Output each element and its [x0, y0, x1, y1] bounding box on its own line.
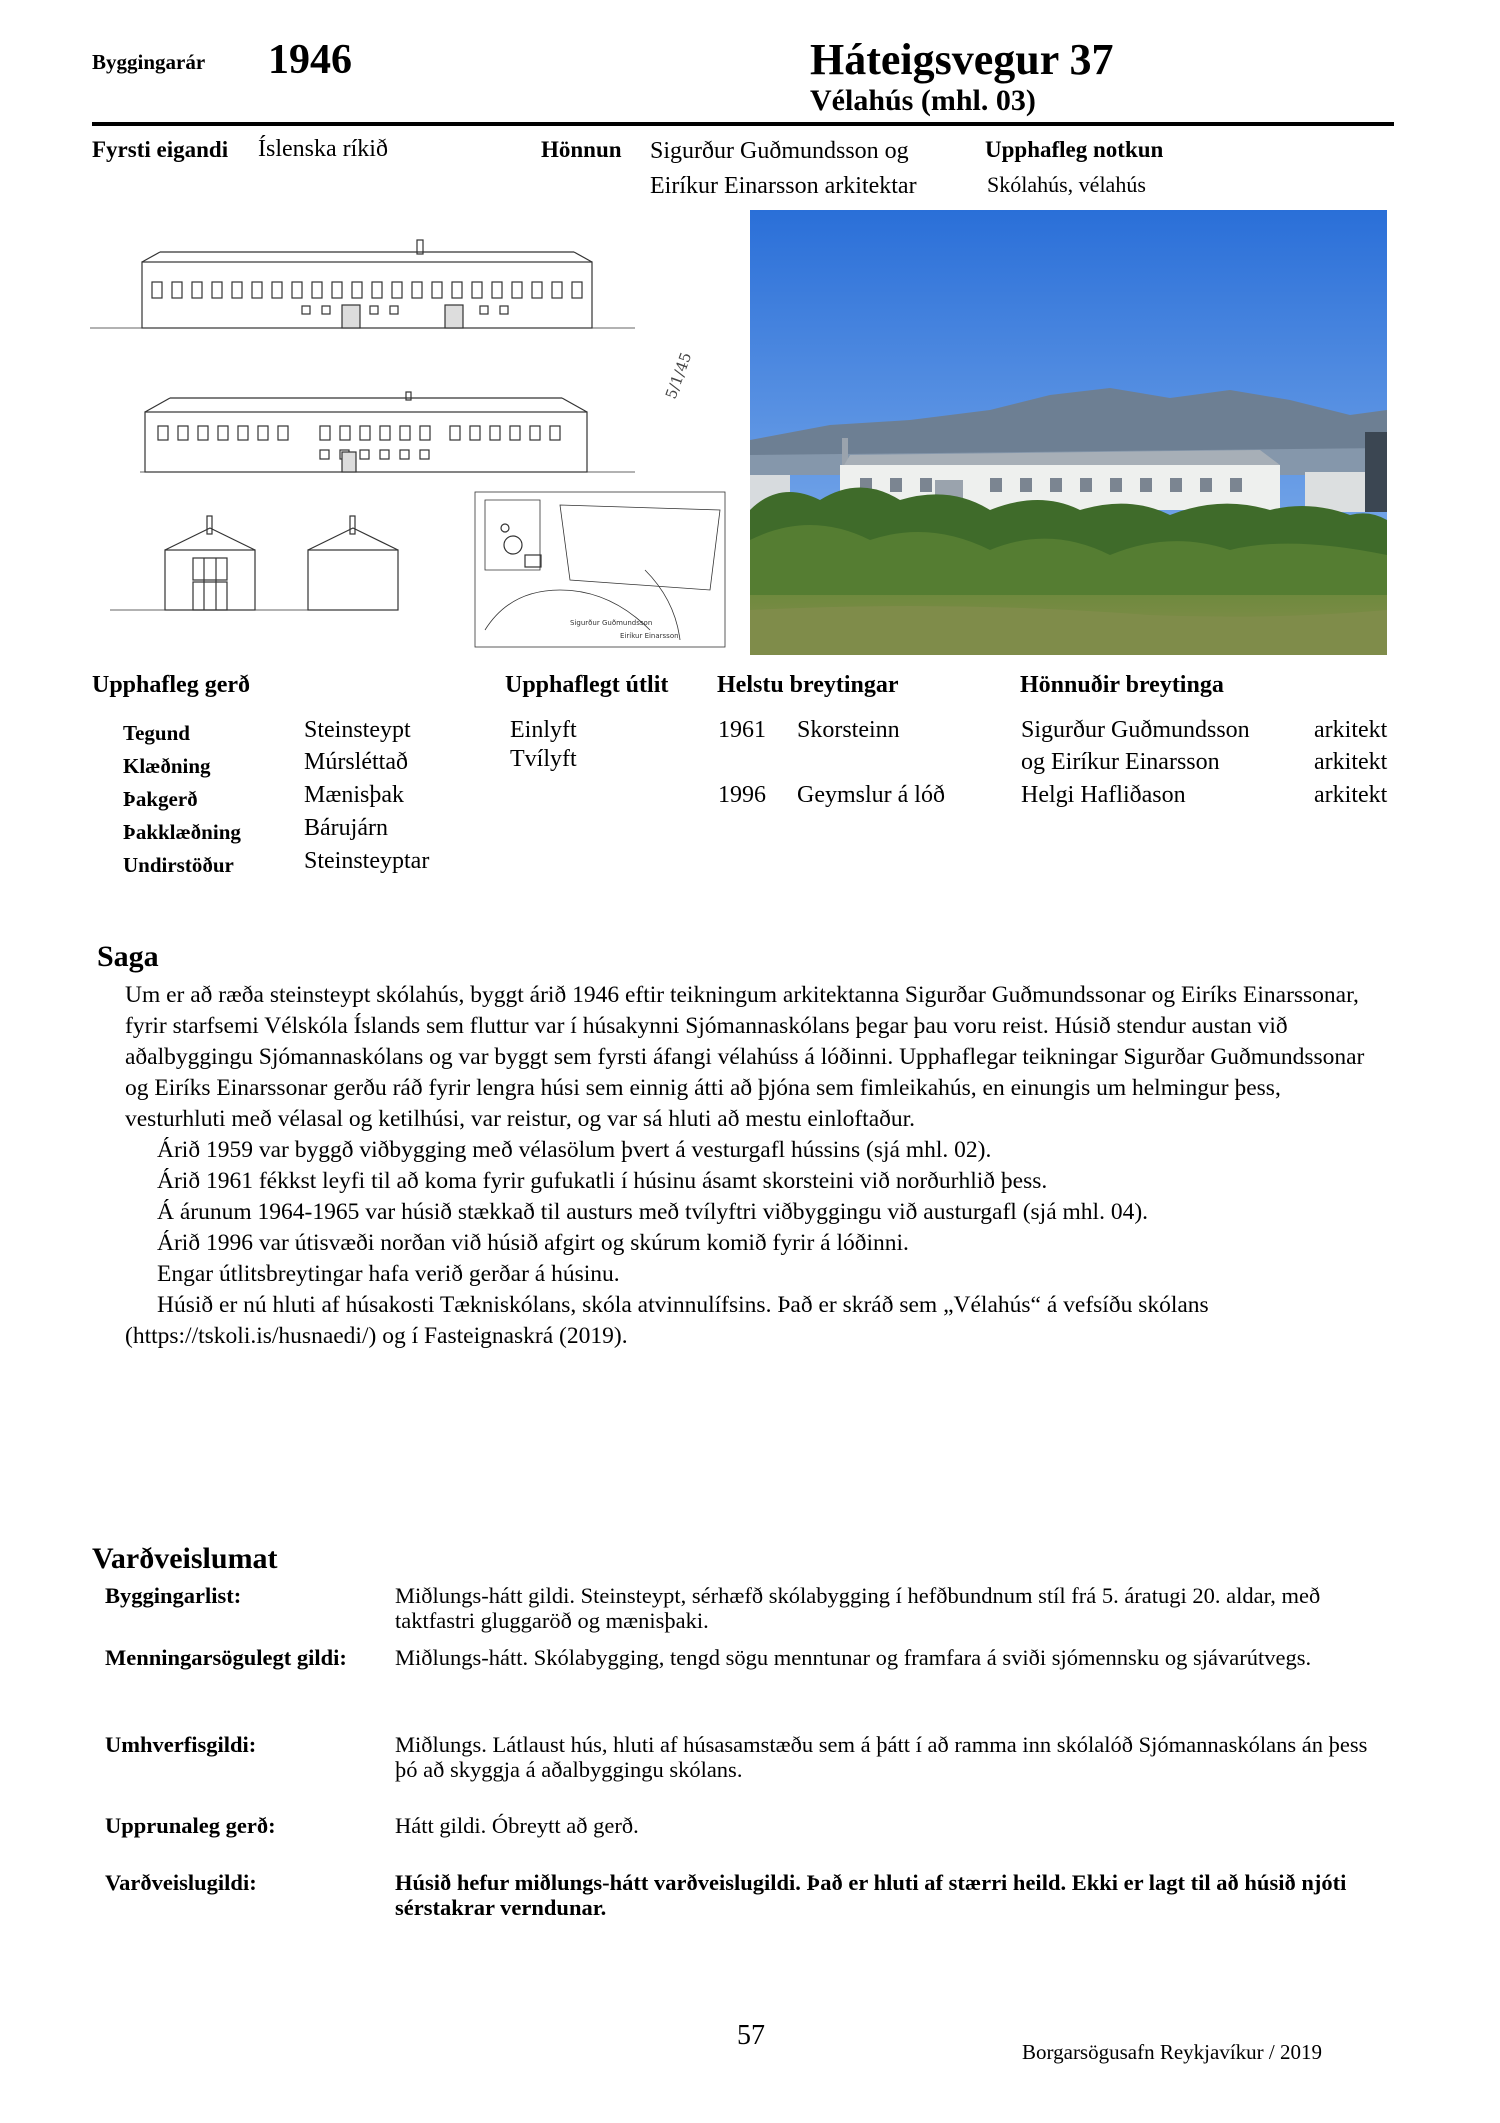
assessment-text: Miðlungs. Látlaust hús, hluti af húsasamstæðu sem á þátt í að ramma inn skólalóð Sjómannaskólans án þess þó að skyggja á aðalbyggingu skólans. [395, 1732, 1368, 1782]
address-title: Háteigsvegur 37 [810, 35, 1114, 84]
designer-role-3: arkitekt [1314, 782, 1388, 808]
drawing-caption-2: Eiríkur Einarsson [620, 632, 679, 640]
form-label-thakgerd: Þakgerð [123, 787, 198, 811]
year: 1946 [268, 37, 352, 83]
assessment-text: Miðlungs-hátt gildi. Steinsteypt, sérhæfð skólabygging í hefðbundnum stíl frá 5. áratugi 20. aldar, með taktfastri gluggaröð og mænisþaki. [395, 1583, 1321, 1633]
building-subtitle: Vélahús (mhl. 03) [810, 84, 1036, 117]
saga-paragraph-3: Árið 1961 fékkst leyfi til að koma fyrir gufukatli í húsinu ásamt skorsteini við norðurhlið þess. [157, 1168, 1048, 1194]
assessment-title: Varðveislumat [92, 1542, 278, 1575]
design-line2: Eiríkur Einarsson arkitektar [650, 173, 917, 199]
form-label-klaedning: Klæðning [123, 754, 211, 778]
designer-name-2: og Eiríkur Einarsson [1021, 749, 1220, 775]
change-desc-1: Skorsteinn [797, 717, 900, 743]
owner-value: Íslenska ríkið [258, 136, 388, 162]
changes-title: Helstu breytingar [717, 672, 899, 698]
saga-paragraph-4: Á árunum 1964-1965 var húsið stækkað til austurs með tvílyftri viðbyggingu við austurgafl (sjá mhl. 04). [157, 1199, 1149, 1225]
assessment-text: Miðlungs-hátt. Skólabygging, tengd sögu menntunar og framfara á sviði sjómennsku og sjávarútvegs. [395, 1645, 1312, 1670]
form-value-undirstodur: Steinsteyptar [304, 848, 430, 874]
designers-title: Hönnuðir breytinga [1020, 672, 1224, 698]
use-value: Skólahús, vélahús [987, 172, 1146, 197]
saga-paragraph-7: Húsið er nú hluti af húsakosti Tækniskólans, skóla atvinnulífsins. Það er skráð sem „Vélahús“ á vefsíðu skólans (https://tskoli.is/husnaedi/) og í Fasteignaskrá (2019). [125, 1292, 1209, 1349]
drawing-signature: 5/1/45 [661, 349, 696, 402]
saga-paragraph-1: Um er að ræða steinsteypt skólahús, byggt árið 1946 eftir teikningum arkitektanna Sigurðar Guðmundssonar og Eiríks Einarssonar, fyrir starfsemi Vélskóla Íslands sem fluttur var í húsakynni Sjómannaskólans þegar þau voru reist. Húsið stendur austan við aðalbyggingu Sjómannaskólans og var byggt sem fyrsti áfangi vélahúss á lóðinni. Upphaflegar teikningar Sigurðar Guðmundssonar og Eiríks Einarssonar gerðu ráð fyrir lengra húsi sem einnig átti að þjóna sem fimleikahús, en einungis um helmingur þess, vesturhluti með vélasal og ketilhúsi, var reistur, og var sá hluti að mestu einloftaður. [125, 982, 1365, 1132]
look-title: Upphaflegt útlit [505, 672, 669, 698]
look-value-1: Einlyft [510, 717, 577, 743]
designer-role-2: arkitekt [1314, 749, 1388, 775]
assessment-label: Byggingarlist: [105, 1583, 242, 1608]
design-label: Hönnun [541, 137, 622, 162]
change-year-2: 1996 [718, 782, 766, 808]
saga-paragraph-5: Árið 1996 var útisvæði norðan við húsið afgirt og skúrum komið fyrir á lóðinni. [157, 1230, 909, 1256]
building-photo [750, 210, 1387, 655]
header-rule [92, 122, 1394, 126]
change-year-1: 1961 [718, 717, 766, 743]
designer-name-1: Sigurður Guðmundsson [1021, 717, 1250, 743]
change-desc-2: Geymslur á lóð [797, 782, 945, 808]
look-value-2: Tvílyft [510, 746, 577, 772]
form-label-thakklaedning: Þakklæðning [123, 820, 241, 844]
assessment-text: Húsið hefur miðlungs-hátt varðveislugildi. Það er hluti af stærri heild. Ekki er lagt til að húsið njóti sérstakrar verndunar. [395, 1870, 1347, 1920]
architectural-drawing [90, 210, 730, 650]
owner-label: Fyrsti eigandi [92, 137, 229, 162]
form-value-tegund: Steinsteypt [304, 717, 411, 743]
saga-body [125, 980, 1385, 1352]
form-label-tegund: Tegund [123, 721, 190, 745]
designer-name-3: Helgi Hafliðason [1021, 782, 1186, 808]
form-title: Upphafleg gerð [92, 672, 250, 698]
assessment-label: Upprunaleg gerð: [105, 1813, 276, 1838]
assessment-label: Umhverfisgildi: [105, 1732, 257, 1757]
year-label: Byggingarár [92, 50, 206, 74]
designer-role-1: arkitekt [1314, 717, 1388, 743]
page-number: 57 [737, 2020, 765, 2051]
assessment-label: Menningarsögulegt gildi: [105, 1645, 347, 1670]
footer-source: Borgarsögusafn Reykjavíkur / 2019 [1022, 2040, 1322, 2064]
saga-paragraph-6: Engar útlitsbreytingar hafa verið gerðar á húsinu. [157, 1261, 620, 1287]
form-value-thakklaedning: Bárujárn [304, 815, 388, 841]
assessment-label: Varðveislugildi: [105, 1870, 257, 1895]
form-value-klaedning: Múrsléttað [304, 749, 408, 775]
saga-paragraph-2: Árið 1959 var byggð viðbygging með vélasölum þvert á vesturgafl hússins (sjá mhl. 02). [157, 1137, 992, 1163]
drawing-caption-1: Sigurður Guðmundsson [570, 619, 653, 627]
assessment-text: Hátt gildi. Óbreytt að gerð. [395, 1813, 639, 1838]
form-label-undirstodur: Undirstöður [123, 853, 234, 877]
saga-title: Saga [97, 940, 159, 973]
form-value-thakgerd: Mænisþak [304, 782, 405, 808]
use-label: Upphafleg notkun [985, 137, 1164, 162]
design-line1: Sigurður Guðmundsson og [650, 138, 909, 164]
